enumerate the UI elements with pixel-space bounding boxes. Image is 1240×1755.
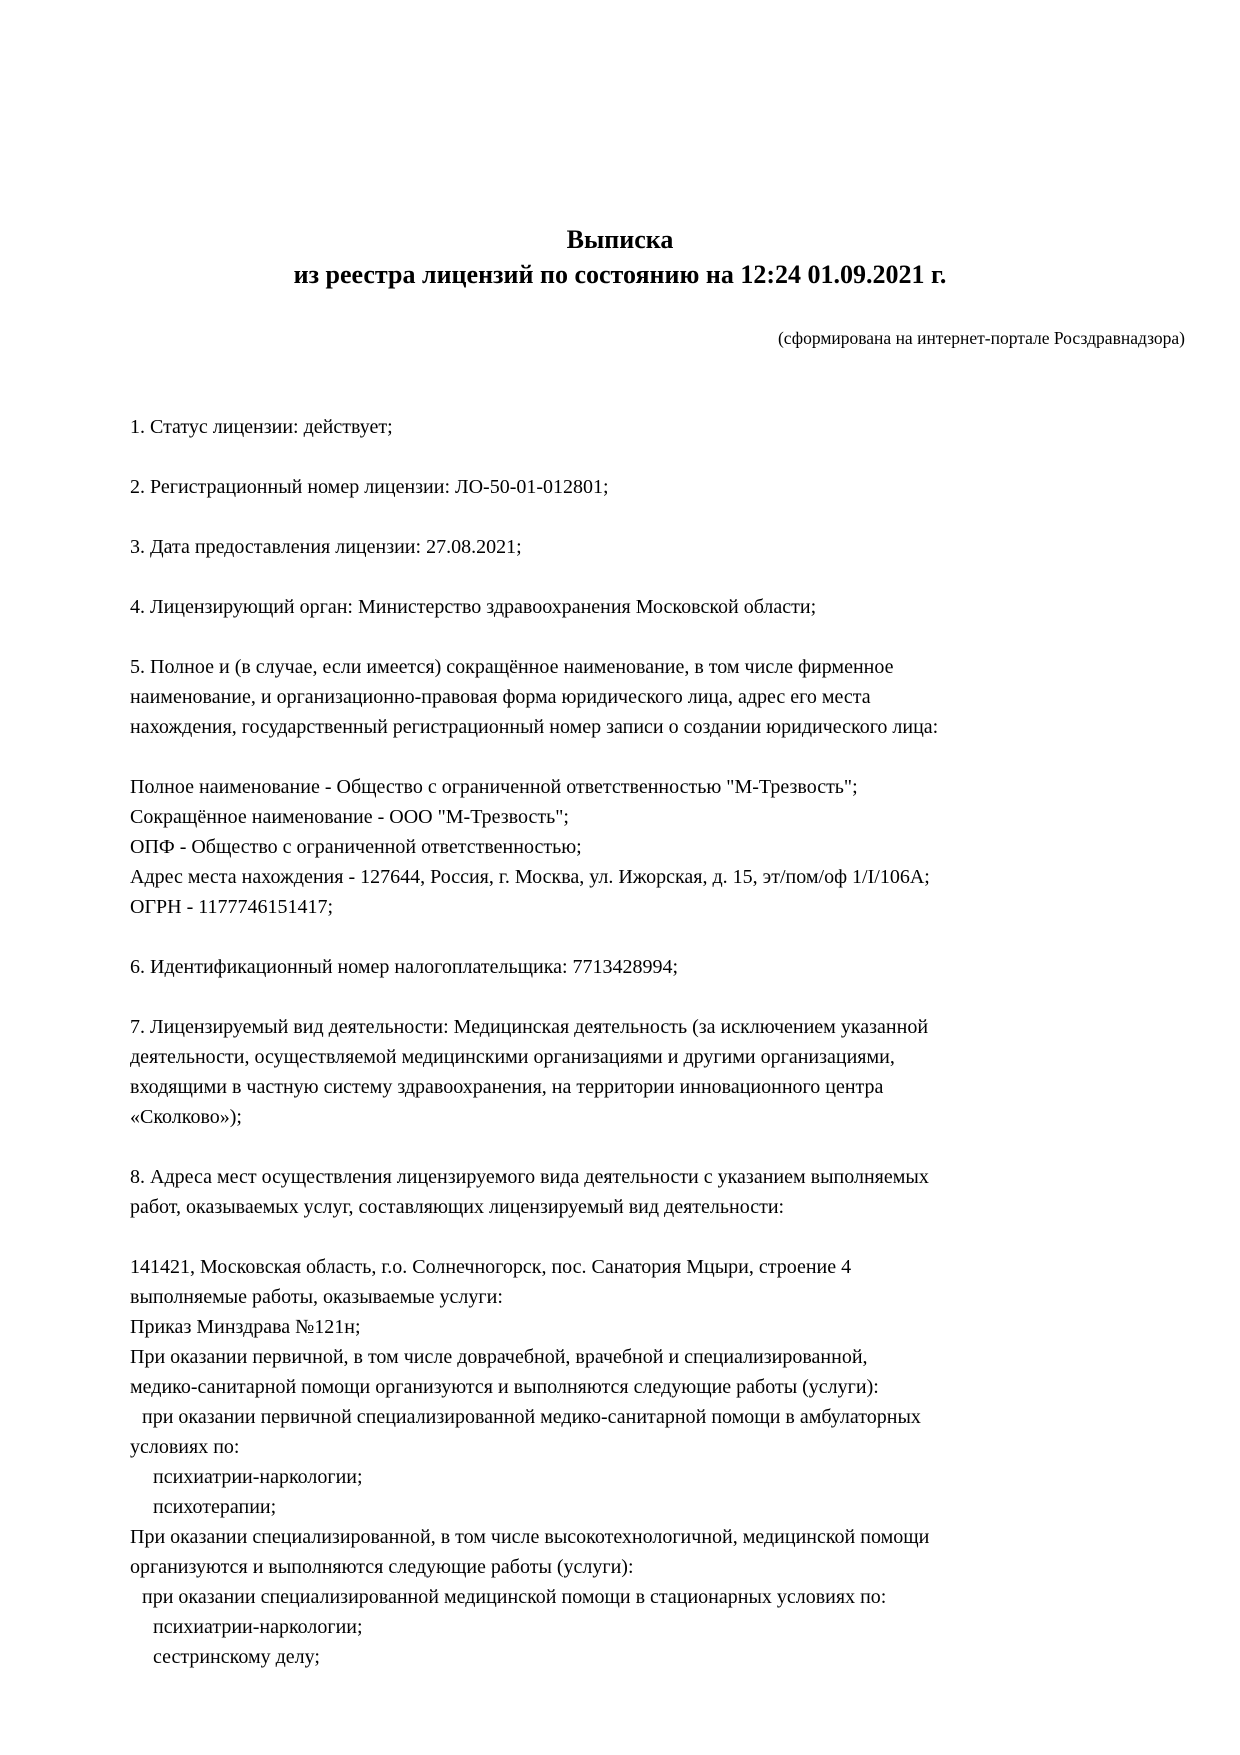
title-line-1: Выписка (566, 225, 674, 254)
text-line: При оказании специализированной, в том числе высокотехнологичной, медицинской помощи (130, 1526, 930, 1548)
text-line: Приказ Минздрава №121н; (130, 1316, 361, 1338)
text-line: при оказании специализированной медицинской помощи в стационарных условиях по: (142, 1586, 887, 1608)
text-line: «Сколково»); (130, 1106, 242, 1128)
text-line: 3. Дата предоставления лицензии: 27.08.2021; (130, 536, 522, 558)
paragraph (130, 1252, 1110, 1672)
text-line: Сокращённое наименование - ООО "М-Трезвость"; (130, 806, 569, 828)
text-line: 2. Регистрационный номер лицензии: ЛО-50-01-012801; (130, 476, 609, 498)
text-line: ОГРН - 1177746151417; (130, 896, 334, 918)
paragraph (130, 952, 1110, 982)
text-line: работ, оказываемых услуг, составляющих лицензируемый вид деятельности: (130, 1196, 785, 1218)
paragraph (130, 532, 1110, 562)
text-line: при оказании первичной специализированной медико-санитарной помощи в амбулаторных (142, 1406, 921, 1428)
text-line: выполняемые работы, оказываемые услуги: (130, 1286, 503, 1308)
text-line: условиях по: (130, 1436, 240, 1458)
text-line: наименование, и организационно-правовая форма юридического лица, адрес его места (130, 686, 871, 708)
paragraph (130, 1162, 1110, 1222)
text-line: Полное наименование - Общество с ограниченной ответственностью "М-Трезвость"; (130, 776, 858, 798)
text-line: деятельности, осуществляемой медицинскими организациями и другими организациями, (130, 1046, 895, 1068)
text-line: При оказании первичной, в том числе доврачебной, врачебной и специализированной, (130, 1346, 868, 1368)
paragraph (130, 772, 1110, 922)
document-title (130, 222, 1110, 292)
paragraph (130, 412, 1110, 442)
text-line: ОПФ - Общество с ограниченной ответственностью; (130, 836, 582, 858)
text-line: входящими в частную систему здравоохранения, на территории инновационного центра (130, 1076, 884, 1098)
text-line: медико-санитарной помощи организуются и выполняются следующие работы (услуги): (130, 1376, 879, 1398)
text-line: 141421, Московская область, г.о. Солнечногорск, пос. Санатория Мцыри, строение 4 (130, 1256, 852, 1278)
text-line: 7. Лицензируемый вид деятельности: Медицинская деятельность (за исключением указанной (130, 1016, 929, 1038)
text-line: 6. Идентификационный номер налогоплательщика: 7713428994; (130, 956, 679, 978)
text-line: сестринскому делу; (153, 1646, 320, 1668)
text-line: 1. Статус лицензии: действует; (130, 416, 393, 438)
document-body (130, 412, 1110, 1672)
document-subtitle: (сформирована на интернет-портале Росздравнадзора) (777, 328, 1185, 348)
paragraph (130, 1012, 1110, 1132)
text-line: 8. Адреса мест осуществления лицензируемого вида деятельности с указанием выполняемых (130, 1166, 929, 1188)
text-line: нахождения, государственный регистрационный номер записи о создании юридического лица: (130, 716, 939, 738)
title-line-2: из реестра лицензий по состоянию на 12:24 01.09.2021 г. (293, 260, 947, 289)
text-line: Адрес места нахождения - 127644, Россия, г. Москва, ул. Ижорская, д. 15, эт/пом/оф 1/I/106А; (130, 866, 930, 888)
text-line: психотерапии; (153, 1496, 277, 1518)
text-line: 5. Полное и (в случае, если имеется) сокращённое наименование, в том числе фирменное (130, 656, 894, 678)
paragraph (130, 652, 1110, 742)
paragraph (130, 472, 1110, 502)
paragraph (130, 592, 1110, 622)
text-line: психиатрии-наркологии; (153, 1466, 363, 1488)
text-line: 4. Лицензирующий орган: Министерство здравоохранения Московской области; (130, 596, 817, 618)
text-line: организуются и выполняются следующие работы (услуги): (130, 1556, 634, 1578)
text-line: психиатрии-наркологии; (153, 1616, 363, 1638)
